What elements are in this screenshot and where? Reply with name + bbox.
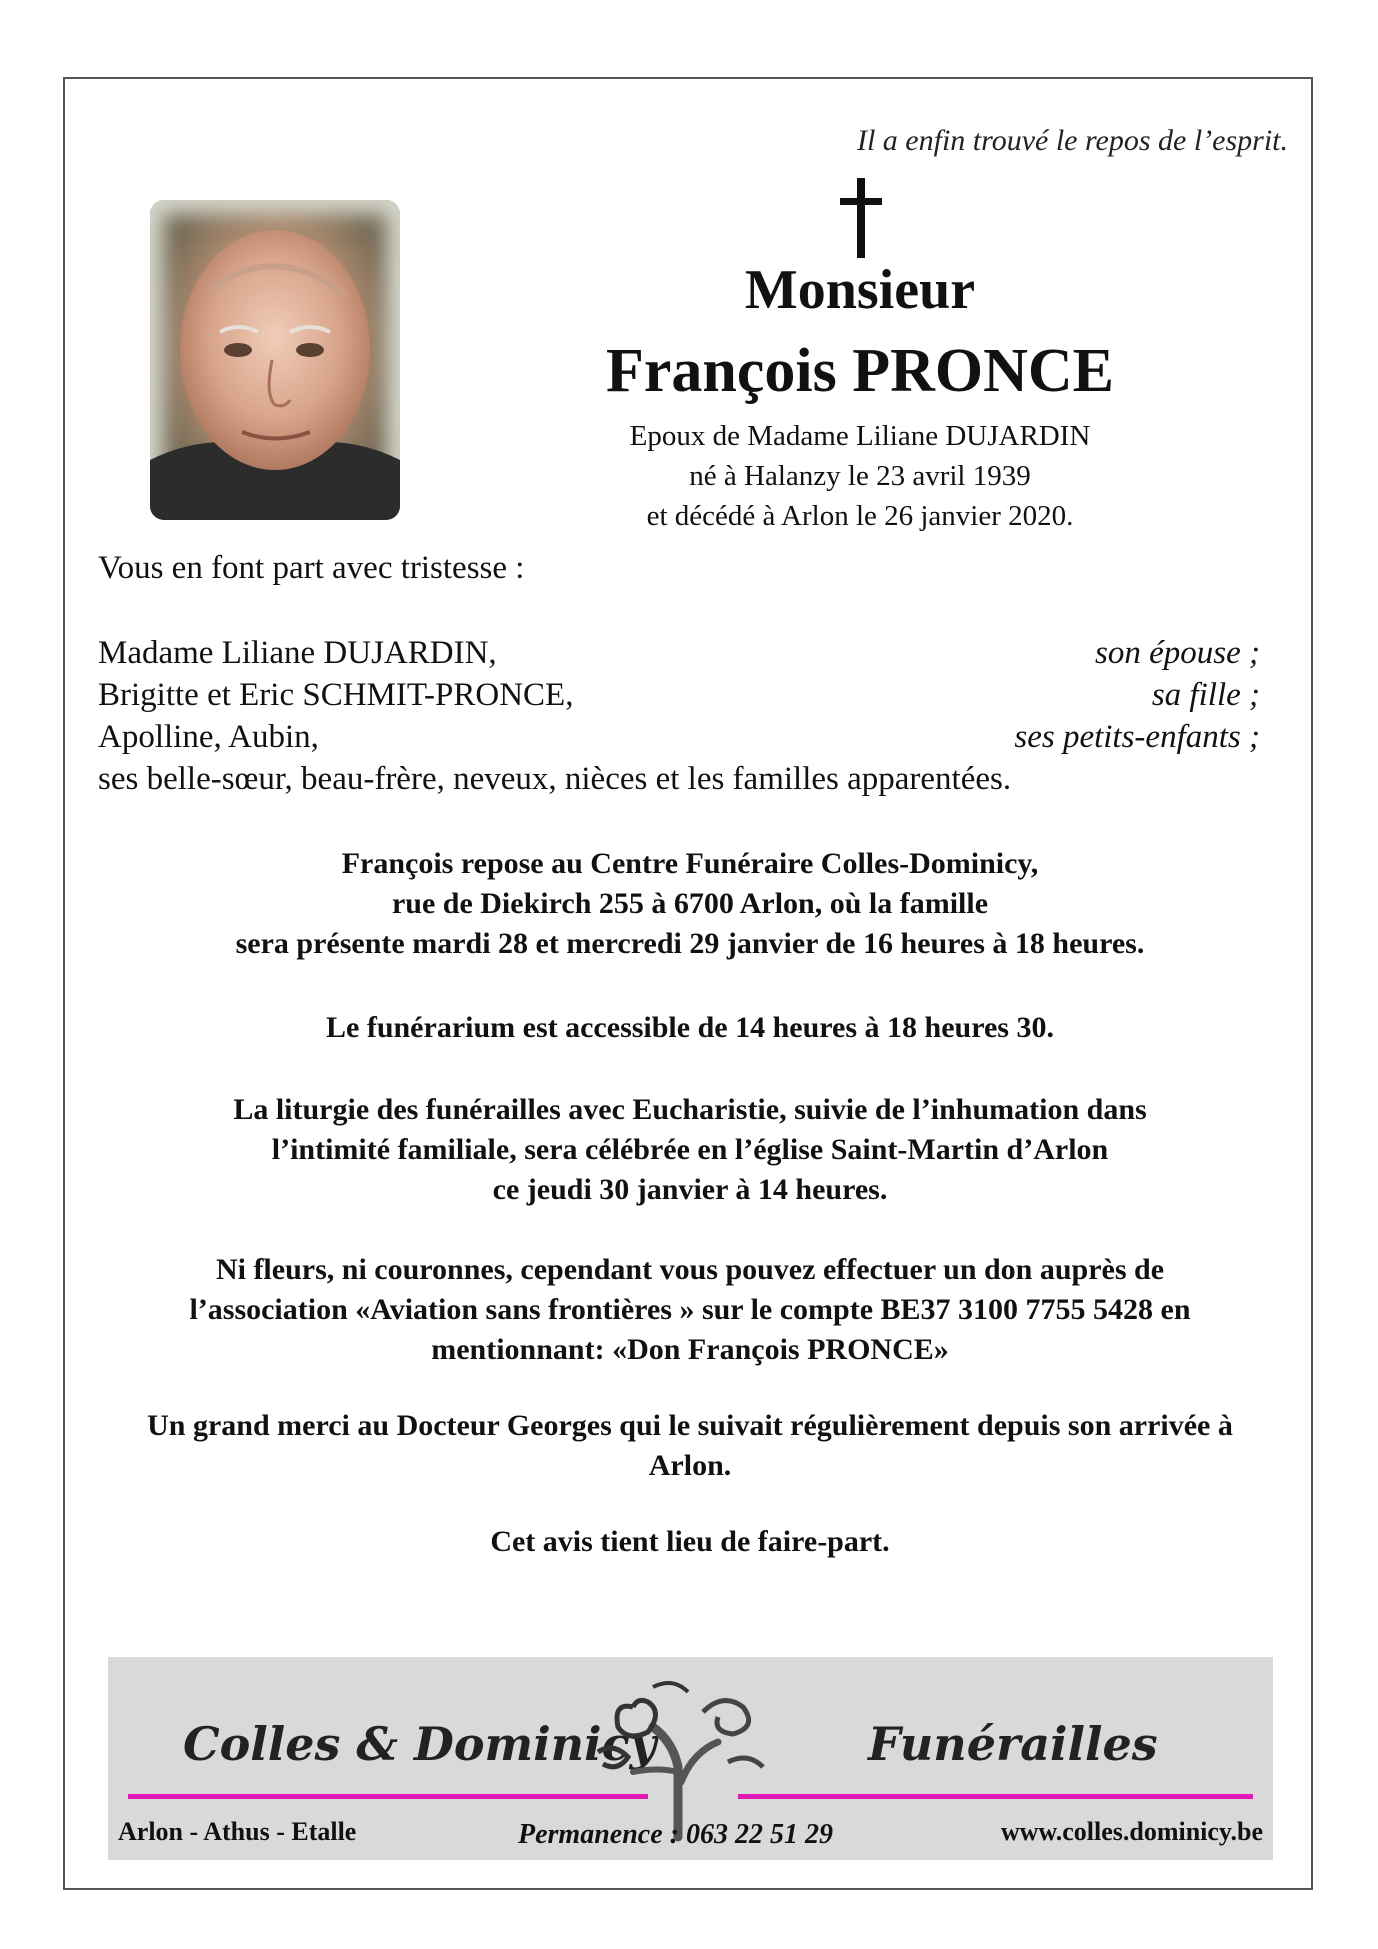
liturgy-paragraph bbox=[90, 1090, 1290, 1210]
funerarium-hours bbox=[90, 1008, 1290, 1048]
text-line: l’association «Aviation sans frontières » sur le compte BE37 3100 7755 5428 en bbox=[189, 1293, 1191, 1326]
portrait-photo bbox=[150, 200, 400, 520]
phone-number: Permanence : 063 22 51 29 bbox=[518, 1819, 833, 1850]
text-line: mentionnant: «Don François PRONCE» bbox=[431, 1333, 949, 1366]
brand-name: Colles & Dominicy bbox=[183, 1717, 657, 1771]
honorific: Monsieur bbox=[744, 259, 976, 321]
extended-family: ses belle-sœur, beau-frère, neveux, nièces et les familles apparentées. bbox=[98, 761, 1012, 797]
donation-paragraph bbox=[90, 1250, 1290, 1370]
website-url: www.colles.dominicy.be bbox=[1000, 1817, 1263, 1846]
family-member-name: Madame Liliane DUJARDIN, bbox=[98, 635, 497, 671]
text-line: Un grand merci au Docteur Georges qui le suivait régulièrement depuis son arrivée à bbox=[147, 1409, 1233, 1442]
text-line: Le funérarium est accessible de 14 heures à 18 heures 30. bbox=[326, 1011, 1054, 1044]
deceased-details bbox=[560, 416, 1160, 536]
text-line: Arlon. bbox=[648, 1449, 732, 1482]
text-line: Cet avis tient lieu de faire-part. bbox=[490, 1525, 890, 1558]
closing-line bbox=[90, 1522, 1290, 1562]
text-line: rue de Diekirch 255 à 6700 Arlon, où la famille bbox=[391, 887, 989, 920]
accent-line bbox=[128, 1794, 648, 1799]
family-row bbox=[98, 632, 1268, 674]
funeral-home-footer bbox=[108, 1657, 1273, 1860]
family-relation: ses petits-enfants ; bbox=[1014, 719, 1260, 755]
family-relation: sa fille ; bbox=[1151, 677, 1260, 713]
thanks-paragraph bbox=[90, 1406, 1290, 1486]
text-line: Ni fleurs, ni couronnes, cependant vous pouvez effectuer un don auprès de bbox=[215, 1253, 1165, 1286]
tree-logo-icon bbox=[593, 1672, 768, 1842]
locations: Arlon - Athus - Etalle bbox=[118, 1817, 357, 1846]
text-line: La liturgie des funérailles avec Eucharistie, suivie de l’inhumation dans bbox=[233, 1093, 1147, 1126]
birth-line: né à Halanzy le 23 avril 1939 bbox=[689, 460, 1031, 492]
family-member-name: Apolline, Aubin, bbox=[98, 719, 319, 755]
death-line: et décédé à Arlon le 26 janvier 2020. bbox=[646, 500, 1074, 532]
cross-icon bbox=[826, 178, 896, 258]
text-line: l’intimité familiale, sera célébrée en l’église Saint-Martin d’Arlon bbox=[271, 1133, 1109, 1166]
announcement-intro: Vous en font part avec tristesse : bbox=[98, 550, 525, 586]
spouse-line: Epoux de Madame Liliane DUJARDIN bbox=[629, 420, 1091, 452]
family-row bbox=[98, 716, 1268, 758]
epigraph: Il a enfin trouvé le repos de l’esprit. bbox=[856, 124, 1288, 157]
family-row bbox=[98, 674, 1268, 716]
brand-tagline: Funérailles bbox=[868, 1717, 1158, 1771]
deceased-name: François PRONCE bbox=[605, 337, 1115, 405]
text-line: ce jeudi 30 janvier à 14 heures. bbox=[492, 1173, 888, 1206]
text-line: sera présente mardi 28 et mercredi 29 janvier de 16 heures à 18 heures. bbox=[235, 927, 1145, 960]
text-line: François repose au Centre Funéraire Colles-Dominicy, bbox=[341, 847, 1039, 880]
visitation-paragraph bbox=[90, 844, 1290, 964]
family-member-name: Brigitte et Eric SCHMIT-PRONCE, bbox=[98, 677, 574, 713]
family-list bbox=[98, 632, 1268, 800]
accent-line bbox=[738, 1794, 1253, 1799]
family-relation: son épouse ; bbox=[1095, 635, 1260, 671]
